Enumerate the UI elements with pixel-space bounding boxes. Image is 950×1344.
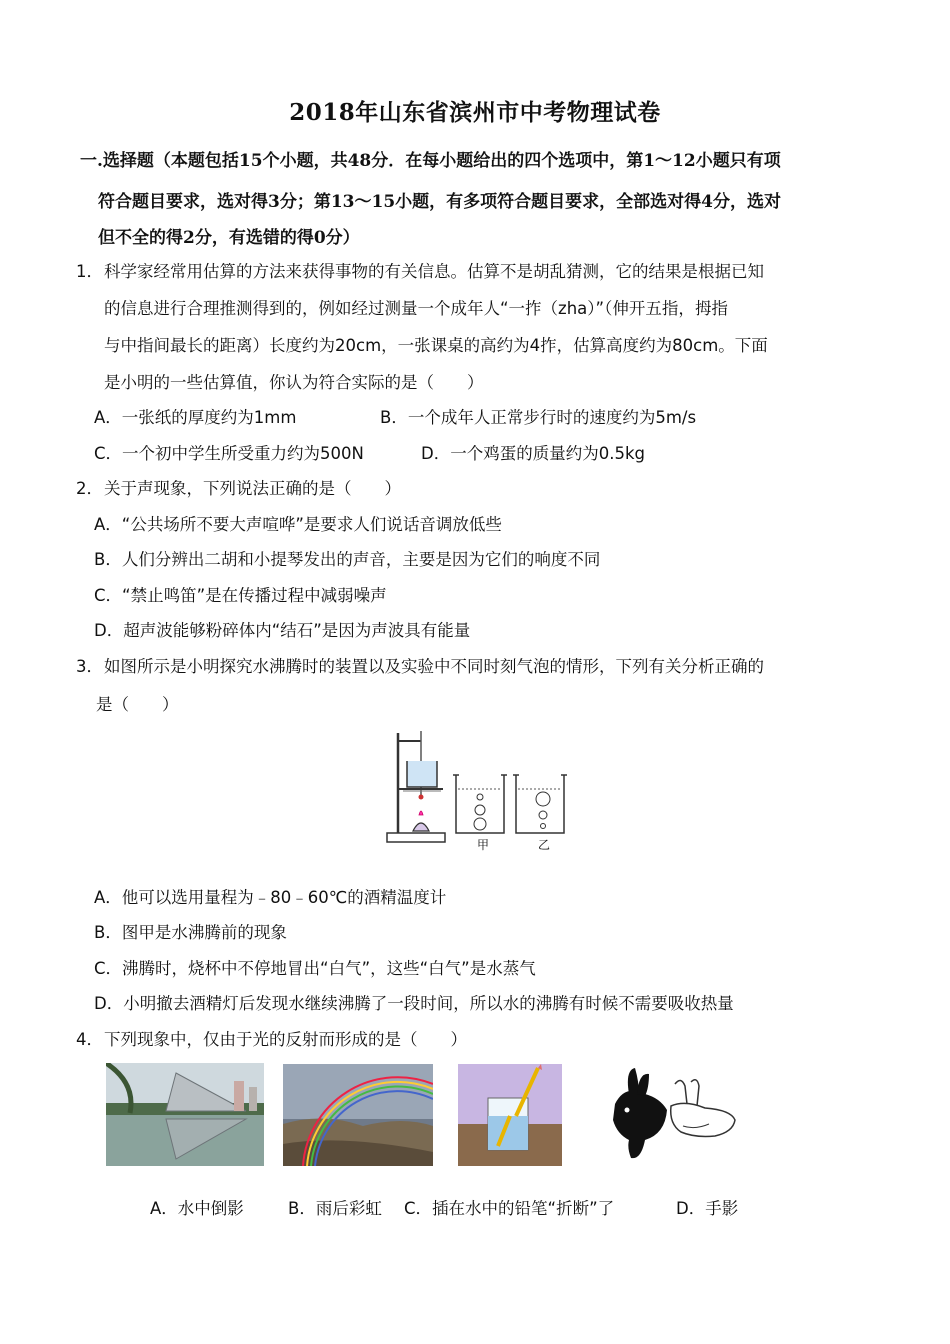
option-a: A．水中倒影 (150, 1199, 244, 1218)
pencil-in-water-image (458, 1064, 562, 1166)
option-c: C．沸腾时，烧杯中不停地冒出“白气”，这些“白气”是水蒸气 (94, 959, 536, 978)
option-d: D．超声波能够粉碎体内“结石”是因为声波具有能量 (94, 621, 471, 640)
option-c: C．“禁止鸣笛”是在传播过程中减弱噪声 (94, 586, 387, 605)
section-heading-line: 一.选择题（本题包括15个小题，共48分．在每小题给出的四个选项中，第1～12小题只有项 (80, 151, 781, 171)
option-c: C．插在水中的铅笔“折断”了 (404, 1199, 615, 1218)
option-b: B．雨后彩虹 (288, 1199, 382, 1218)
figure-label-yi: 乙 (538, 838, 551, 852)
option-b: B．一个成年人正常步行时的速度约为5m/s (380, 408, 697, 427)
hand-shadow-image (605, 1064, 740, 1166)
option-a: A．他可以选用量程为﹣80﹣60℃的酒精温度计 (94, 888, 447, 907)
option-a: A．“公共场所不要大声喧哗”是要求人们说话音调放低些 (94, 515, 502, 534)
question-text-line: 如图所示是小明探究水沸腾时的装置以及实验中不同时刻气泡的情形，下列有关分析正确的 (104, 657, 764, 676)
rainbow-photo-image (283, 1064, 433, 1166)
question-text-line: 的信息进行合理推测得到的，例如经过测量一个成年人“一拃（zha）”（伸开五指，拇指 (104, 299, 728, 318)
question-text-line: 关于声现象，下列说法正确的是（ ） (104, 479, 401, 498)
question-number: 4． (76, 1030, 103, 1049)
option-c: C．一个初中学生所受重力约为500N (94, 444, 364, 463)
question-text-line: 科学家经常用估算的方法来获得事物的有关信息。估算不是胡乱猜测，它的结果是根据已知 (104, 262, 764, 281)
option-d: D．一个鸡蛋的质量约为0.5kg (421, 444, 645, 463)
option-d: D．手影 (676, 1199, 739, 1218)
section-heading-line: 但不全的得2分，有选错的得0分） (98, 228, 360, 248)
question-number: 2． (76, 479, 103, 498)
option-b: B．人们分辨出二胡和小提琴发出的声音，主要是因为它们的响度不同 (94, 550, 601, 569)
reflection-photo-image (106, 1063, 264, 1166)
page-title: 2018年山东省滨州市中考物理试卷 (289, 99, 661, 126)
section-heading-line: 符合题目要求，选对得3分；第13～15小题，有多项符合题目要求，全部选对得4分，选对 (98, 192, 781, 212)
option-b: B．图甲是水沸腾前的现象 (94, 923, 287, 942)
option-a: A．一张纸的厚度约为1mm (94, 408, 297, 427)
question-text-line: 是小明的一些估算值，你认为符合实际的是（ ） (104, 373, 484, 392)
option-d: D．小明撤去酒精灯后发现水继续沸腾了一段时间，所以水的沸腾有时候不需要吸收热量 (94, 994, 734, 1013)
figure-label-jia: 甲 (477, 838, 490, 852)
question-text-line: 是（ ） (96, 695, 179, 714)
question-text-line: 与中指间最长的距离）长度约为20cm，一张课桌的高约为4拃，估算高度约为80cm。下面 (104, 336, 768, 355)
question-number: 1． (76, 262, 103, 281)
question-number: 3． (76, 657, 103, 676)
question-text-line: 下列现象中，仅由于光的反射而形成的是（ ） (104, 1030, 467, 1049)
